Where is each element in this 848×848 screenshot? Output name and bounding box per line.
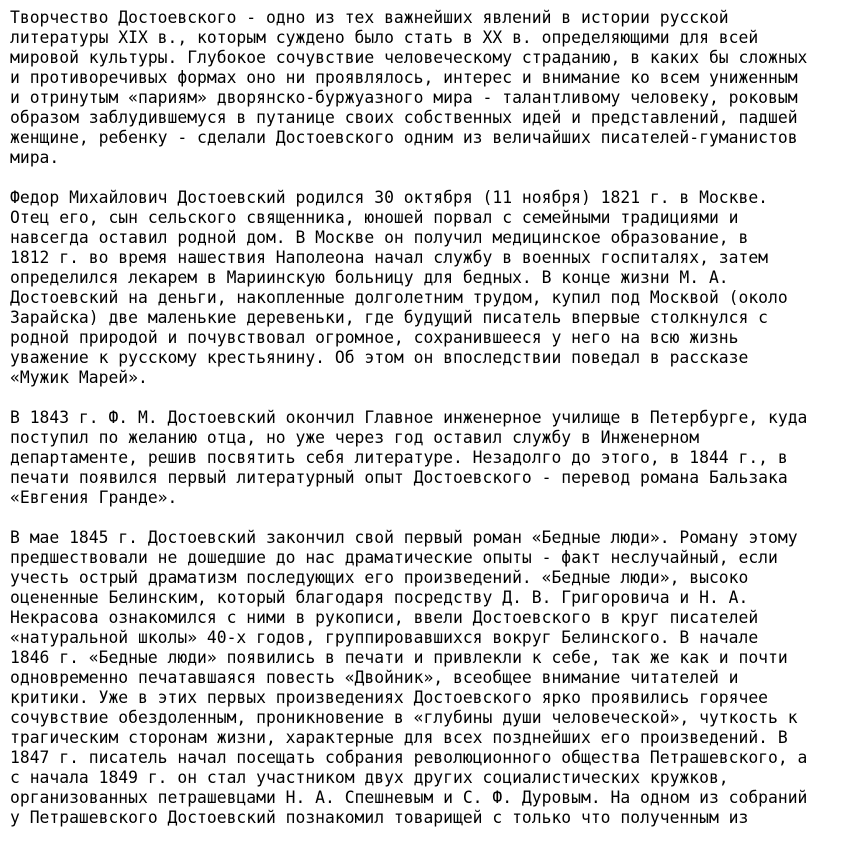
text-line: печати появился первый литературный опыт Достоевского - перевод романа Бальзака xyxy=(10,468,788,487)
text-line: учесть острый драматизм последующих его произведений. «Бедные люди», высоко xyxy=(10,568,749,587)
text-line: В мае 1845 г. Достоевский закончил свой первый роман «Бедные люди». Роману этому xyxy=(10,528,798,547)
text-line: критики. Уже в этих первых произведениях Достоевского ярко проявились горячее xyxy=(10,688,769,707)
paragraph xyxy=(10,408,846,508)
text-line: литературы XIX в., которым суждено было стать в XX в. определяющими для всей xyxy=(10,28,759,47)
text-line: департаменте, решив посвятить себя литературе. Незадолго до этого, в 1844 г., в xyxy=(10,448,788,467)
text-line: В 1843 г. Ф. М. Достоевский окончил Главное инженерное училище в Петербурге, куда xyxy=(10,408,808,427)
text-line: навсегда оставил родной дом. В Москве он получил медицинское образование, в xyxy=(10,228,749,247)
text-line: Отец его, сын сельского священника, юношей порвал с семейными традициями и xyxy=(10,208,739,227)
text-line: уважение к русскому крестьянину. Об этом он впоследствии поведал в рассказе xyxy=(10,348,749,367)
text-line: одновременно печатавшаяся повесть «Двойник», всеобщее внимание читателей и xyxy=(10,668,739,687)
text-line: 1847 г. писатель начал посещать собрания революционного общества Петрашевского, а xyxy=(10,748,808,767)
text-line: оцененные Белинским, который благодаря посредству Д. В. Григоровича и Н. А. xyxy=(10,588,749,607)
paragraph xyxy=(10,528,846,828)
text-line: Федор Михайлович Достоевский родился 30 октября (11 ноября) 1821 г. в Москве. xyxy=(10,188,769,207)
text-line: у Петрашевского Достоевский познакомил товарищей с только что полученным из xyxy=(10,808,749,827)
text-line: определился лекарем в Мариинскую больницу для бедных. В конце жизни М. А. xyxy=(10,268,729,287)
text-line: Творчество Достоевского - одно из тех важнейших явлений в истории русской xyxy=(10,8,729,27)
text-line: Зарайска) две маленькие деревеньки, где будущий писатель впервые столкнулся с xyxy=(10,308,769,327)
text-line: 1846 г. «Бедные люди» появились в печати и привлекли к себе, так же как и почти xyxy=(10,648,788,667)
text-line: трагическим сторонам жизни, характерные для всех позднейших его произведений. В xyxy=(10,728,788,747)
text-line: мировой культуры. Глубокое сочувствие человеческому страданию, в каких бы сложных xyxy=(10,48,808,67)
text-line: поступил по желанию отца, но уже через год оставил службу в Инженерном xyxy=(10,428,700,447)
text-line: родной природой и почувствовал огромное, сохранившееся у него на всю жизнь xyxy=(10,328,739,347)
text-line: с начала 1849 г. он стал участником двух других социалистических кружков, xyxy=(10,768,729,787)
text-line: организованных петрашевцами Н. А. Спешневым и С. Ф. Дуровым. На одном из собраний xyxy=(10,788,808,807)
document-text xyxy=(10,8,846,848)
text-line: Некрасова ознакомился с ними в рукописи, ввели Достоевского в круг писателей xyxy=(10,608,759,627)
paragraph xyxy=(10,188,846,388)
text-line: «Евгения Гранде». xyxy=(10,488,178,507)
text-line: «натуральной школы» 40-х годов, группировавшихся вокруг Белинского. В начале xyxy=(10,628,759,647)
text-line: мира. xyxy=(10,148,60,167)
text-line: сочувствие обездоленным, проникновение в «глубины души человеческой», чуткость к xyxy=(10,708,798,727)
text-line: и отринутым «париям» дворянско-буржуазного мира - талантливому человеку, роковым xyxy=(10,88,798,107)
text-line: Достоевский на деньги, накопленные долголетним трудом, купил под Москвой (около xyxy=(10,288,788,307)
text-line: образом заблудившемуся в путанице своих собственных идей и представлений, падшей xyxy=(10,108,798,127)
text-line: предшествовали не дошедшие до нас драматические опыты - факт неслучайный, если xyxy=(10,548,778,567)
paragraph xyxy=(10,8,846,168)
text-line: женщине, ребенку - сделали Достоевского одним из величайших писателей-гуманистов xyxy=(10,128,798,147)
text-line: и противоречивых формах оно ни проявлялось, интерес и внимание ко всем униженным xyxy=(10,68,798,87)
text-line: 1812 г. во время нашествия Наполеона начал службу в военных госпиталях, затем xyxy=(10,248,769,267)
text-line: «Мужик Марей». xyxy=(10,368,148,387)
